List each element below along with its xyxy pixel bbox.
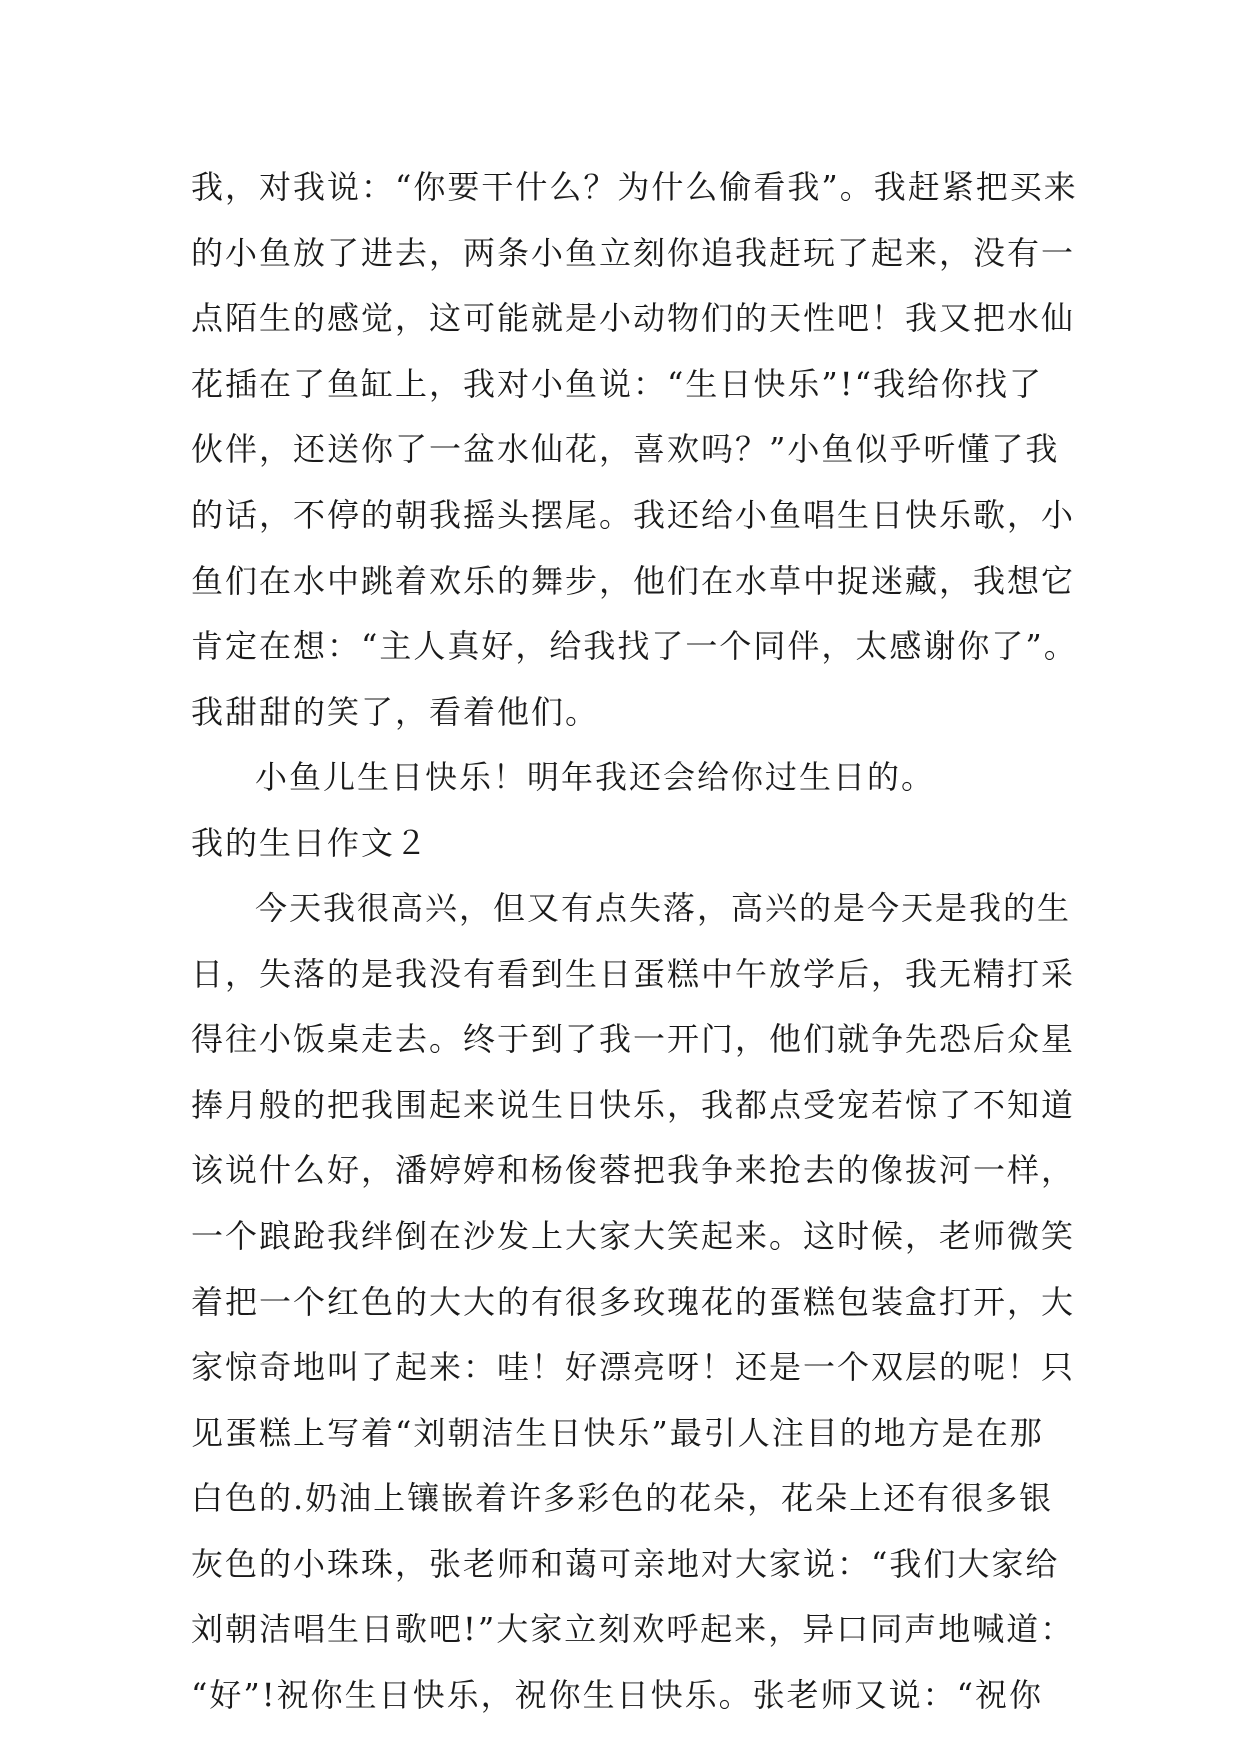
text-line: 白色的.奶油上镶嵌着许多彩色的花朵，花朵上还有很多银 xyxy=(191,1479,1054,1517)
text-line: 家惊奇地叫了起来：哇！好漂亮呀！还是一个双层的呢！只 xyxy=(191,1348,1076,1386)
section-heading: 我的生日作文２ xyxy=(191,824,430,862)
text-line: 得往小饭桌走去。终于到了我一开门，他们就争先恐后众星 xyxy=(191,1020,1076,1058)
text-line: 刘朝洁唱生日歌吧!”大家立刻欢呼起来，异口同声地喊道： xyxy=(191,1610,1075,1648)
text-line: 花插在了鱼缸上，我对小鱼说：“生日快乐”!“我给你找了 xyxy=(191,365,1043,403)
text-line: 我甜甜的笑了，看着他们。 xyxy=(191,693,600,731)
text-line: 的小鱼放了进去，两条小鱼立刻你追我赶玩了起来，没有一 xyxy=(191,234,1076,272)
text-line: 今天我很高兴，但又有点失落，高兴的是今天是我的生 xyxy=(255,889,1072,927)
text-line: 日，失落的是我没有看到生日蛋糕中午放学后，我无精打采 xyxy=(191,955,1076,993)
text-line: “好”!祝你生日快乐，祝你生日快乐。张老师又说：“祝你 xyxy=(191,1676,1043,1714)
text-line: 该说什么好，潘婷婷和杨俊蓉把我争来抢去的像拔河一样， xyxy=(191,1151,1076,1189)
text-line: 着把一个红色的大大的有很多玫瑰花的蛋糕包装盒打开，大 xyxy=(191,1283,1076,1321)
text-line: 肯定在想：“主人真好，给我找了一个同伴，太感谢你了”。 xyxy=(191,627,1078,665)
text-line: 的话，不停的朝我摇头摆尾。我还给小鱼唱生日快乐歌，小 xyxy=(191,496,1076,534)
text-line: 灰色的小珠珠，张老师和蔼可亲地对大家说：“我们大家给 xyxy=(191,1545,1060,1583)
text-line: 伙伴，还送你了一盆水仙花，喜欢吗？”小鱼似乎听懂了我 xyxy=(191,430,1060,468)
text-line: 小鱼儿生日快乐！明年我还会给你过生日的。 xyxy=(255,758,936,796)
text-line: 点陌生的感觉，这可能就是小动物们的天性吧！我又把水仙 xyxy=(191,299,1076,337)
text-line: 一个踉跄我绊倒在沙发上大家大笑起来。这时候，老师微笑 xyxy=(191,1217,1076,1255)
text-line: 捧月般的把我围起来说生日快乐，我都点受宠若惊了不知道 xyxy=(191,1086,1076,1124)
text-line: 我，对我说：“你要干什么？为什么偷看我”。我赶紧把买来 xyxy=(191,168,1078,206)
text-line: 见蛋糕上写着“刘朝洁生日快乐”最引人注目的地方是在那 xyxy=(191,1414,1044,1452)
text-line: 鱼们在水中跳着欢乐的舞步，他们在水草中捉迷藏，我想它 xyxy=(191,562,1076,600)
